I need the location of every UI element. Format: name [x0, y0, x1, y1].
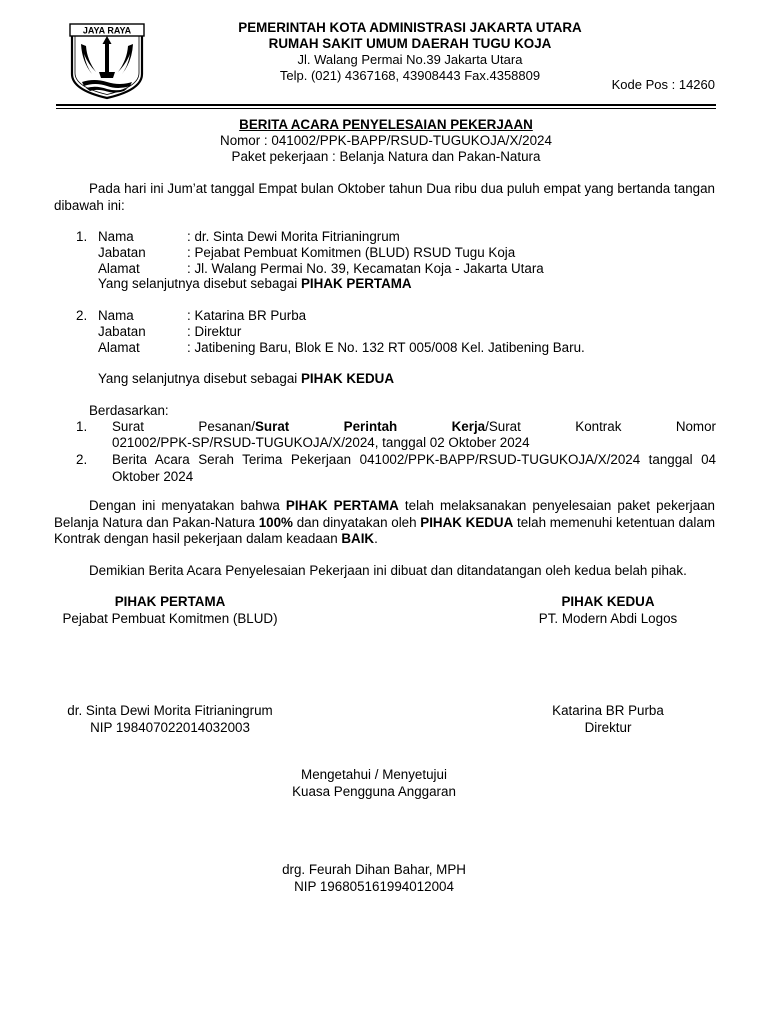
party-2-designation-text: Yang selanjutnya disebut sebagai	[98, 371, 301, 386]
party-2-jabatan-value: : Direktur	[187, 324, 242, 339]
signature-right-role: PT. Modern Abdi Logos	[538, 610, 678, 626]
berdasarkan-label: Berdasarkan:	[89, 403, 169, 418]
party-1-alamat-value: : Jl. Walang Permai No. 39, Kecamatan Koja - Jakarta Utara	[187, 261, 544, 276]
party-2-number: 2.	[76, 308, 88, 323]
emblem-icon	[66, 22, 148, 100]
signature-right-name: Katarina BR Purba	[552, 703, 664, 718]
basis-item-1-text-a: Surat Pesanan/	[112, 419, 255, 434]
statement-bold-4: BAIK	[341, 531, 375, 546]
party-1-nama-label: Nama	[98, 229, 134, 244]
signature-center-nip: NIP 196805161994012004	[294, 878, 454, 894]
statement-text-3: dan dinyatakan oleh	[292, 514, 421, 530]
letterhead-line-2: RUMAH SAKIT UMUM DAERAH TUGU KOJA	[268, 36, 552, 51]
party-1-designation-text: Yang selanjutnya disebut sebagai	[98, 276, 301, 291]
party-2-jabatan-label: Jabatan	[98, 324, 146, 339]
jakarta-emblem-logo	[66, 22, 148, 100]
basis-list	[76, 419, 716, 485]
party-2-nama-value: : Katarina BR Purba	[187, 308, 307, 323]
signature-center-approval: Mengetahui / Menyetujui	[301, 767, 447, 782]
party-1-designation-bold: PIHAK PERTAMA	[301, 276, 412, 291]
statement-bold-2: 100%	[258, 514, 293, 530]
letterhead-line-1: PEMERINTAH KOTA ADMINISTRASI JAKARTA UTARA	[238, 20, 582, 35]
statement-text-2: telah melaksanakan penyelesaian paket pekerjaan Belanja Natura dan Pakan-Natura	[54, 498, 715, 530]
signature-left-footer	[40, 703, 300, 736]
closing-paragraph: Demikian Berita Acara Penyelesaian Pekerjaan ini dibuat dan ditandatangan oleh kedua belah pihak.	[89, 563, 687, 578]
basis-item-1-text-c: /Surat Kontrak Nomor	[485, 419, 716, 434]
party-1-alamat-label: Alamat	[98, 261, 140, 276]
party-1-jabatan-label: Jabatan	[98, 245, 146, 260]
signature-right-title-role: Direktur	[584, 719, 632, 735]
signature-left-role: Pejabat Pembuat Komitmen (BLUD)	[62, 610, 278, 626]
party-1-nama-value: : dr. Sinta Dewi Morita Fitrianingrum	[187, 229, 400, 244]
signature-left-title: PIHAK PERTAMA	[114, 594, 226, 609]
header-rule-thick	[56, 104, 716, 106]
party-2-alamat-label: Alamat	[98, 340, 140, 355]
letterhead-phone: Telp. (021) 4367168, 43908443 Fax.4358809	[279, 68, 541, 83]
basis-item-2-number: 2.	[76, 452, 88, 468]
signature-center-role: Kuasa Pengguna Anggaran	[292, 783, 456, 799]
document-title-block	[56, 117, 716, 165]
signature-left-nip: NIP 198407022014032003	[90, 719, 250, 735]
statement-text-5: .	[374, 531, 378, 546]
signature-right-title: PIHAK KEDUA	[561, 594, 655, 609]
postal-code: Kode Pos : 14260	[611, 77, 715, 92]
intro-paragraph: Pada hari ini Jum’at tanggal Empat bulan Oktober tahun Dua ribu dua puluh empat yang bertanda tangan dibawah ini:	[54, 181, 715, 213]
statement-text-1: Dengan ini menyatakan bahwa	[89, 498, 286, 513]
basis-item-1-line-2: 021002/PPK-SP/RSUD-TUGUKOJA/X/2024, tanggal 02 Oktober 2024	[112, 435, 530, 451]
basis-item-1	[76, 419, 716, 451]
party-1-designation	[98, 276, 412, 292]
statement-bold-3: PIHAK KEDUA	[420, 514, 514, 530]
party-2-nama-label: Nama	[98, 308, 134, 323]
basis-item-1-line-1	[112, 419, 716, 435]
letterhead	[170, 20, 650, 84]
signature-center-header	[244, 767, 504, 800]
party-2-designation-bold: PIHAK KEDUA	[301, 371, 394, 386]
basis-item-2-text: Berita Acara Serah Terima Pekerjaan 041002/PPK-BAPP/RSUD-TUGUKOJA/X/2024 tanggal 04 Oktober 2024	[112, 452, 716, 484]
statement-bold-1: PIHAK PERTAMA	[285, 498, 399, 513]
party-2-alamat-value: : Jatibening Baru, Blok E No. 132 RT 005/008 Kel. Jatibening Baru.	[187, 340, 585, 355]
statement-text-4: telah memenuhi ketentuan dalam Kontrak dengan hasil pekerjaan dalam keadaan	[54, 514, 716, 546]
signature-left-name: dr. Sinta Dewi Morita Fitrianingrum	[67, 703, 273, 718]
signature-center-footer	[244, 862, 504, 895]
work-package: Paket pekerjaan : Belanja Natura dan Pakan-Natura	[231, 149, 541, 164]
document-number: Nomor : 041002/PPK-BAPP/RSUD-TUGUKOJA/X/2024	[220, 133, 552, 148]
signature-right-footer	[488, 703, 728, 736]
party-1-number: 1.	[76, 229, 88, 244]
svg-text:JAYA RAYA: JAYA RAYA	[82, 25, 132, 36]
basis-item-2	[76, 452, 716, 484]
signature-center-name: drg. Feurah Dihan Bahar, MPH	[282, 862, 466, 877]
signature-left-header	[40, 594, 300, 627]
letterhead-address: Jl. Walang Permai No.39 Jakarta Utara	[297, 52, 523, 67]
party-1-jabatan-value: : Pejabat Pembuat Komitmen (BLUD) RSUD Tugu Koja	[187, 245, 516, 260]
basis-item-1-number: 1.	[76, 419, 88, 434]
header-rule-thin	[56, 108, 716, 109]
basis-item-1-text-bold: Surat Perintah Kerja	[255, 419, 486, 434]
document-title: BERITA ACARA PENYELESAIAN PEKERJAAN	[239, 117, 533, 132]
statement-paragraph	[54, 498, 715, 548]
party-2-designation	[98, 371, 394, 387]
signature-right-header	[488, 594, 728, 627]
